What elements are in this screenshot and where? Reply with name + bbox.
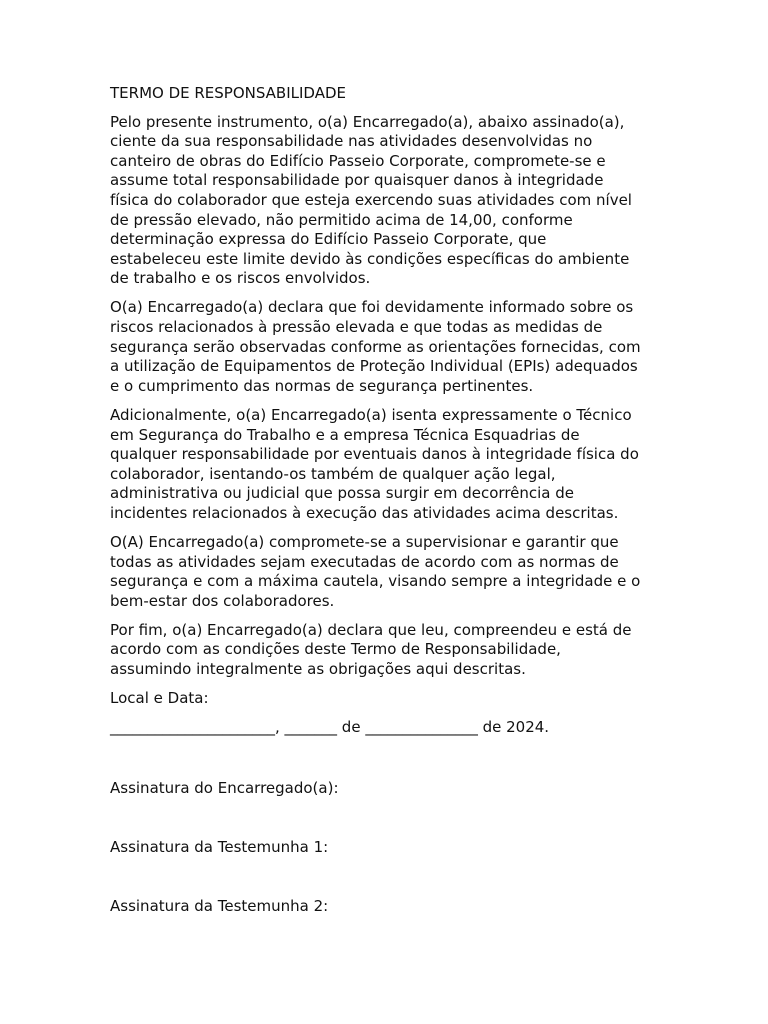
paragraph-line: qualquer responsabilidade por eventuais danos à integridade física do [110, 445, 639, 464]
paragraph-line: de pressão elevado, não permitido acima de 14,00, conforme [110, 210, 573, 229]
paragraph-line: todas as atividades sejam executadas de acordo com as normas de [110, 552, 619, 571]
paragraph-line: canteiro de obras do Edifício Passeio Corporate, compromete-se e [110, 151, 606, 170]
signature-witness-2-label: Assinatura da Testemunha 2: [110, 897, 329, 915]
document-body [110, 84, 670, 737]
paragraph-line: em Segurança do Trabalho e a empresa Técnica Esquadrias de [110, 425, 580, 444]
paragraph-line: de trabalho e os riscos envolvidos. [110, 269, 371, 288]
paragraph-line: assumindo integralmente as obrigações aqui descritas. [110, 660, 526, 679]
paragraph-line: ciente da sua responsabilidade nas atividades desenvolvidas no [110, 132, 593, 151]
paragraph-line: Adicionalmente, o(a) Encarregado(a) isenta expressamente o Técnico [110, 405, 632, 424]
paragraph-line: a utilização de Equipamentos de Proteção Individual (EPIs) adequados [110, 357, 638, 376]
date-fill-line: ______________________, _______ de _______________ de 2024. [110, 717, 550, 736]
paragraph-line: incidentes relacionados à execução das atividades acima descritas. [110, 503, 619, 522]
signature-encarregado-label: Assinatura do Encarregado(a): [110, 779, 339, 797]
paragraph-line: riscos relacionados à pressão elevada e que todas as medidas de [110, 318, 603, 337]
document-title: TERMO DE RESPONSABILIDADE [110, 84, 347, 102]
paragraph-line: Por fim, o(a) Encarregado(a) declara que leu, compreendeu e está de [110, 620, 632, 639]
paragraph-line: e o cumprimento das normas de segurança pertinentes. [110, 376, 534, 395]
paragraph-line: acordo com as condições deste Termo de Responsabilidade, [110, 640, 561, 659]
signature-witness-1-label: Assinatura da Testemunha 1: [110, 838, 329, 856]
paragraph-1 [110, 113, 670, 289]
paragraph-line: colaborador, isentando-os também de qualquer ação legal, [110, 464, 556, 483]
paragraph-line: estabeleceu este limite devido às condições específicas do ambiente [110, 249, 630, 268]
local-data-label: Local e Data: [110, 689, 209, 708]
paragraph-line: determinação expressa do Edifício Passeio Corporate, que [110, 230, 547, 249]
paragraph-line: assume total responsabilidade por quaisquer danos à integridade [110, 171, 604, 190]
paragraph-4 [110, 533, 670, 611]
paragraph-5 [110, 621, 670, 680]
paragraph-line: Pelo presente instrumento, o(a) Encarregado(a), abaixo assinado(a), [110, 112, 625, 131]
paragraph-line: segurança serão observadas conforme as orientações fornecidas, com [110, 337, 641, 356]
paragraph-2 [110, 298, 670, 396]
paragraph-3 [110, 406, 670, 524]
paragraph-line: O(a) Encarregado(a) declara que foi devidamente informado sobre os [110, 298, 634, 317]
paragraph-line: física do colaborador que esteja exercendo suas atividades com nível [110, 190, 632, 209]
paragraph-line: bem-estar dos colaboradores. [110, 591, 335, 610]
paragraph-line: segurança e com a máxima cautela, visando sempre a integridade e o [110, 572, 641, 591]
paragraph-line: administrativa ou judicial que possa surgir em decorrência de [110, 484, 575, 503]
paragraph-line: O(A) Encarregado(a) compromete-se a supervisionar e garantir que [110, 532, 619, 551]
